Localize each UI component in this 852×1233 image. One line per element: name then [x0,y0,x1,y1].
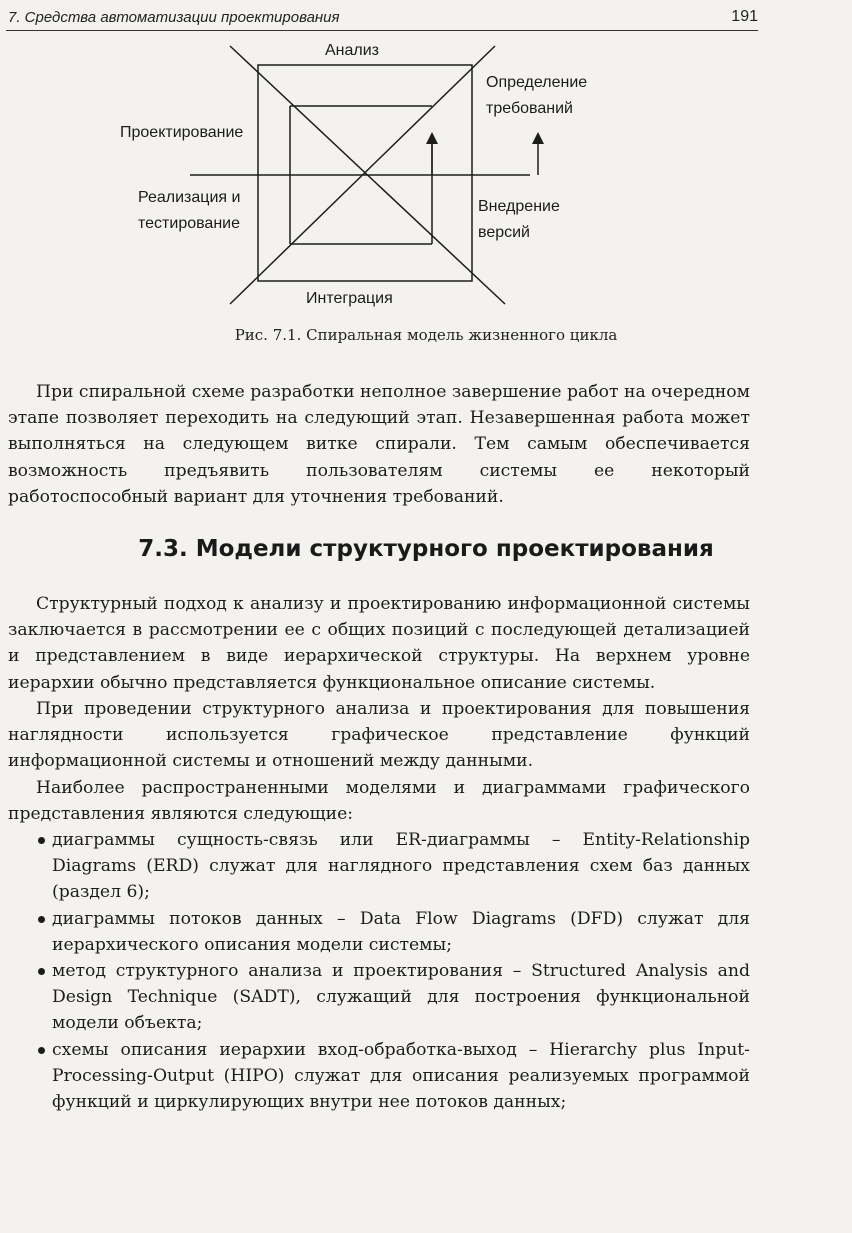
header-rule [6,30,758,31]
label-deployment: Внедрение версий [478,198,560,241]
figure-caption: Рис. 7.1. Спиральная модель жизненного цикла [234,326,618,344]
paragraph-spiral: При спиральной схеме разработки неполное завершение работ на очередном этапе позволяет переходить на следующий этап. Незавершенная работа может выполняться на следующем витке спирали. Тем самым обеспечивается возможность предъявить пользователям системы ее некоторый работоспособный вариант для уточнения требований. [8,382,750,507]
list-item: диаграммы сущность-связь или ER-диаграммы – Entity-Relationship Diagrams (ERD) служат для наглядного представления схем баз данных (раздел 6); [22,827,750,906]
list-item: диаграммы потоков данных – Data Flow Diagrams (DFD) служат для иерархического описания модели системы; [22,906,750,958]
running-header [6,6,758,30]
section-heading: 7.3. Модели структурного проектирования [138,536,714,562]
list-item: схемы описания иерархии вход-обработка-выход – Hierarchy plus Input-Processing-Output (HIPO) служат для описания реализуемых программой функций и циркулирующих внутри нее потоков данных; [22,1037,750,1116]
chapter-title: 7. Средства автоматизации проектирования [8,9,340,26]
label-requirements: Определение требований [486,74,588,117]
label-integration: Интеграция [306,290,393,307]
label-design: Проектирование [120,124,244,141]
page-number: 191 [731,8,758,25]
label-analysis: Анализ [325,42,380,59]
list-item: метод структурного анализа и проектирования – Structured Analysis and Design Technique (SADT), служащий для построения функциональной модели объекта; [22,958,750,1037]
label-implementation: Реализация и тестирование [138,189,241,232]
paragraph-models-intro: Наиболее распространенными моделями и диаграммами графического представления являются следующие: [8,778,750,825]
models-list [22,827,750,1115]
paragraph-structural-approach: Структурный подход к анализу и проектированию информационной системы заключается в рассмотрении ее с общих позиций с последующей детализацией и представлением в виде иерархической структуры. На верхнем уровне иерархии обычно представляется функциональное описание системы. [8,594,750,693]
spiral-model-figure [120,34,640,334]
paragraph-graphical-representation: При проведении структурного анализа и проектирования для повышения наглядности используется графическое представление функций информационной системы и отношений между данными. [8,699,750,772]
